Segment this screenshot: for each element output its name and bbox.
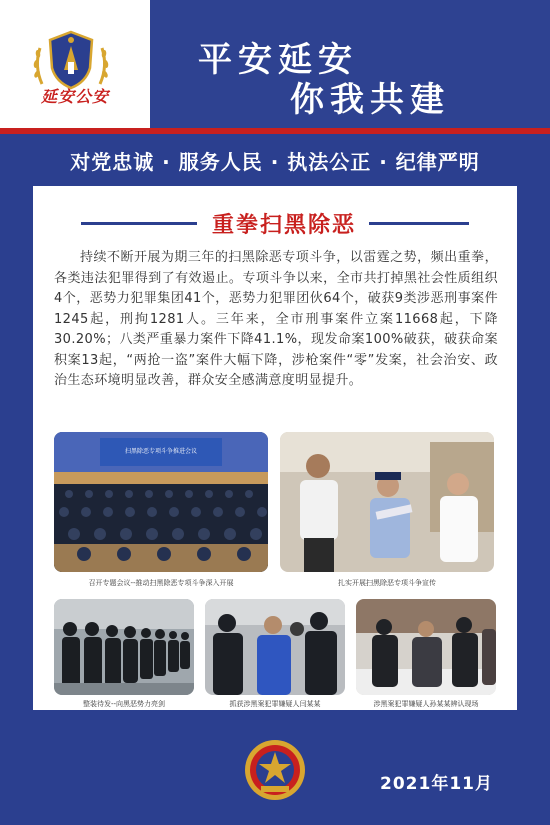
photo-caption-1: 召开专题会议--推动扫黑除恶专项斗争深入开展 <box>88 579 234 587</box>
motto-text: 对党忠诚 · 服务人民 · 执法公正 · 纪律严明 <box>70 150 480 174</box>
photo-conference <box>54 432 268 572</box>
photo-caption-4: 抓获涉黑案犯罪嫌疑人闫某某 <box>229 700 321 708</box>
photo-caption-2: 扎实开展扫黑除恶专项斗争宣传 <box>338 579 436 587</box>
article-title: 重拳扫黑除恶 <box>211 213 356 238</box>
article-title-row <box>33 208 517 238</box>
article-body: 持续不断开展为期三年的扫黑除恶专项斗争，以雷霆之势，频出重拳，各类违法犯罪得到了有效遏止。专项斗争以来，全市共打掉黑社会性质组织4个，恶势力犯罪集团41个，恶势力犯罪团伙64个，破获9类涉恶刑事案件1245起，刑拘1281人。三年来，全市刑事案件立案11668起，下降30.20%；八类严重暴力案件下降41.1%，现发命案100%破获，破获命案积案13起，“两抢一盗”案件大幅下降，涉枪案件“零”发案，社会治安、政治生态环境明显改善，群众安全感满意度明显提升。 <box>54 250 498 388</box>
slogan-line-1: 平安延安 <box>198 40 358 80</box>
slogan-line-2: 你我共建 <box>290 80 450 120</box>
photo-caption-3: 整装待发--向黑恶势力亮剑 <box>82 700 166 708</box>
title-divider-right <box>369 222 469 225</box>
issue-date: 2021年11月 <box>380 774 493 794</box>
photo-publicity <box>280 432 494 572</box>
content-card <box>33 186 517 710</box>
photo-scene-identification <box>356 599 496 695</box>
photo-caption-5: 涉黑案犯罪嫌疑人孙某某辨认现场 <box>373 700 479 708</box>
photo-arrest <box>205 599 345 695</box>
police-emblem-icon <box>243 738 307 802</box>
logo-text: 延安公安 <box>40 87 109 106</box>
conference-banner-text: 扫黑除恶专项斗争推进会议 <box>124 448 197 455</box>
photo-armed-officers <box>54 599 194 695</box>
